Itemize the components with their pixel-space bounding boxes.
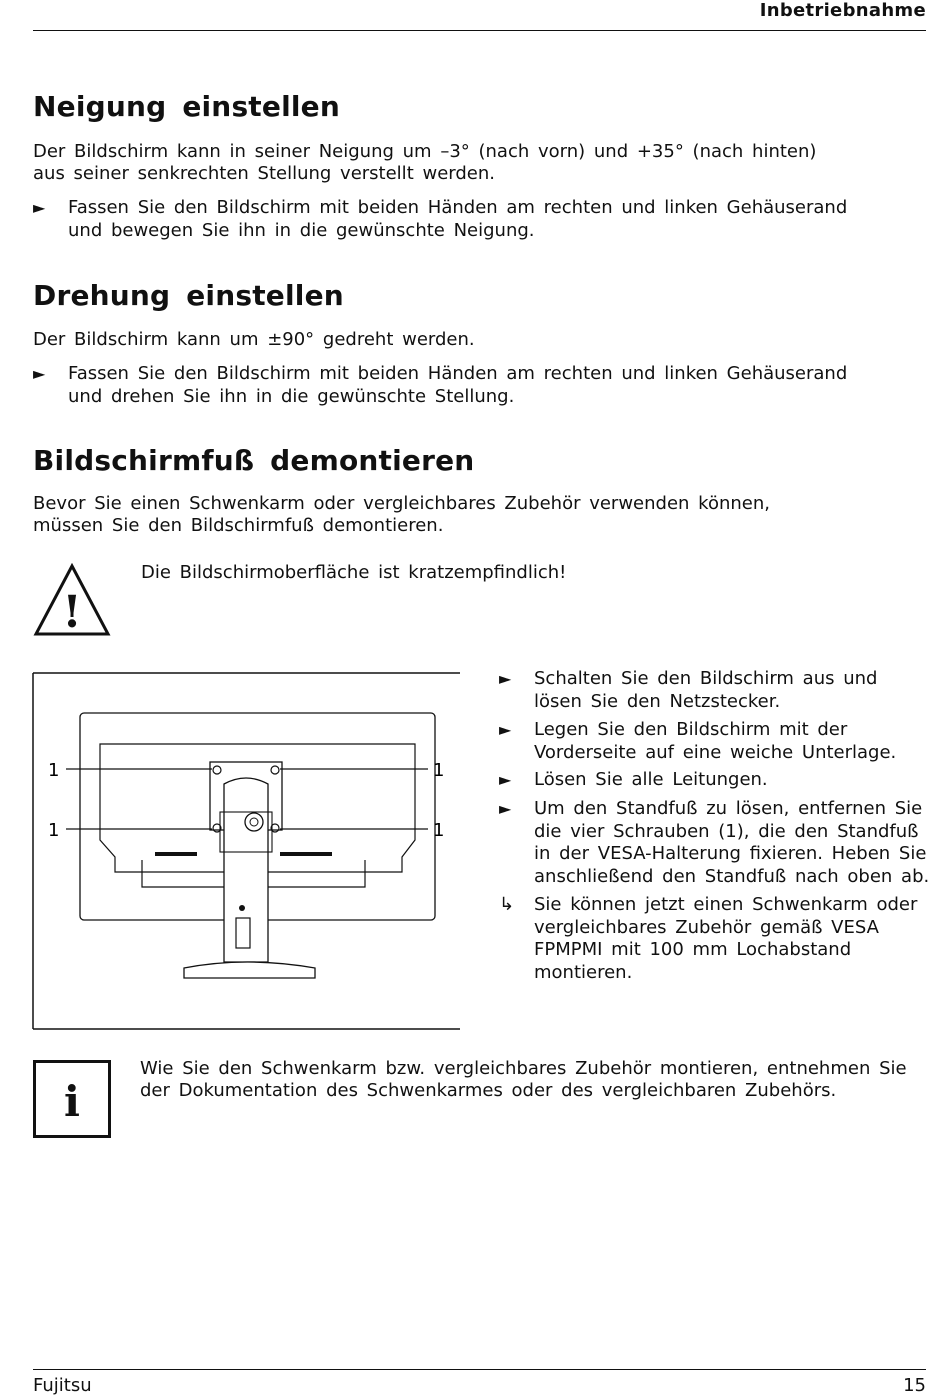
tilt-step-line2: und bewegen Sie ihn in die gewünschte Neigung.: [68, 219, 535, 241]
stand-step-3-line1: Lösen Sie alle Leitungen.: [534, 769, 768, 790]
callout-bottom-right: 1: [433, 820, 445, 841]
tilt-intro-line1: Der Bildschirm kann in seiner Neigung um –3° (nach vorn) und +35° (nach hinten): [33, 141, 817, 162]
step-arrow-icon: ►: [33, 364, 46, 383]
warning-triangle-icon: [33, 563, 111, 637]
tilt-step: [33, 197, 913, 243]
section-heading-tilt: Neigung einstellen: [33, 90, 341, 123]
stand-step-2-line1: Legen Sie den Bildschirm mit der: [534, 719, 848, 740]
stand-step-2: [499, 719, 939, 765]
result-arrow-icon: ↳: [499, 894, 515, 915]
rotate-step-line1: Fassen Sie den Bildschirm mit beiden Händen am rechten und linken Gehäuserand: [68, 363, 848, 384]
stand-step-1-line1: Schalten Sie den Bildschirm aus und: [534, 668, 878, 689]
warning-text: Die Bildschirmoberfläche ist kratzempfindlich!: [141, 562, 567, 583]
tilt-step-line1: Fassen Sie den Bildschirm mit beiden Händen am rechten und linken Gehäuserand: [68, 197, 848, 218]
rotate-step: [33, 363, 913, 409]
stand-result-line2: vergleichbares Zubehör gemäß VESA: [534, 916, 879, 938]
step-arrow-icon: ►: [499, 720, 512, 739]
step-arrow-icon: ►: [499, 799, 512, 818]
stand-result-line4: montieren.: [534, 961, 633, 983]
stand-step-1-line2: lösen Sie den Netzstecker.: [534, 690, 781, 712]
footer-brand: Fujitsu: [33, 1375, 92, 1396]
footer-rule: [33, 1369, 926, 1370]
monitor-rear-figure: [32, 672, 462, 1032]
stand-result: [499, 894, 939, 986]
rotate-intro: Der Bildschirm kann um ±90° gedreht werden.: [33, 329, 475, 350]
rotate-step-line2: und drehen Sie ihn in die gewünschte Stellung.: [68, 385, 515, 407]
section-heading-rotate: Drehung einstellen: [33, 279, 344, 312]
callout-top-left: 1: [48, 760, 60, 781]
info-line2: der Dokumentation des Schwenkarmes oder des vergleichbaren Zubehörs.: [140, 1080, 837, 1101]
stand-step-2-line2: Vorderseite auf eine weiche Unterlage.: [534, 741, 897, 763]
callout-bottom-left: 1: [48, 820, 60, 841]
stand-result-line1: Sie können jetzt einen Schwenkarm oder: [534, 894, 918, 915]
header-rule: [33, 30, 926, 31]
page-number: 15: [903, 1375, 926, 1396]
stand-intro-line2: müssen Sie den Bildschirmfuß demontieren.: [33, 515, 444, 536]
section-heading-stand: Bildschirmfuß demontieren: [33, 444, 475, 477]
warning-glyph: !: [62, 587, 82, 637]
stand-step-4-line4: anschließend den Standfuß nach oben ab.: [534, 865, 930, 887]
stand-result-line3: FPMPMI mit 100 mm Lochabstand: [534, 939, 852, 960]
stand-step-4-line2: die vier Schrauben (1), die den Standfuß: [534, 820, 919, 842]
info-line1: Wie Sie den Schwenkarm bzw. vergleichbares Zubehör montieren, entnehmen Sie: [140, 1058, 907, 1079]
step-arrow-icon: ►: [499, 770, 512, 789]
info-glyph: i: [64, 1077, 80, 1126]
stand-step-4-line3: in der VESA-Halterung fixieren. Heben Sie: [534, 843, 927, 864]
stand-intro-line1: Bevor Sie einen Schwenkarm oder vergleichbares Zubehör verwenden können,: [33, 493, 770, 514]
stand-step-4-line1: Um den Standfuß zu lösen, entfernen Sie: [534, 798, 923, 819]
step-arrow-icon: ►: [499, 669, 512, 688]
stand-step-4: [499, 798, 939, 890]
running-header: Inbetriebnahme: [759, 0, 926, 21]
stand-step-3: [499, 769, 939, 793]
step-arrow-icon: ►: [33, 198, 46, 217]
tilt-intro-line2: aus seiner senkrechten Stellung verstellt werden.: [33, 163, 495, 184]
callout-top-right: 1: [433, 760, 445, 781]
info-icon: [33, 1060, 111, 1138]
stand-step-1: [499, 668, 939, 714]
